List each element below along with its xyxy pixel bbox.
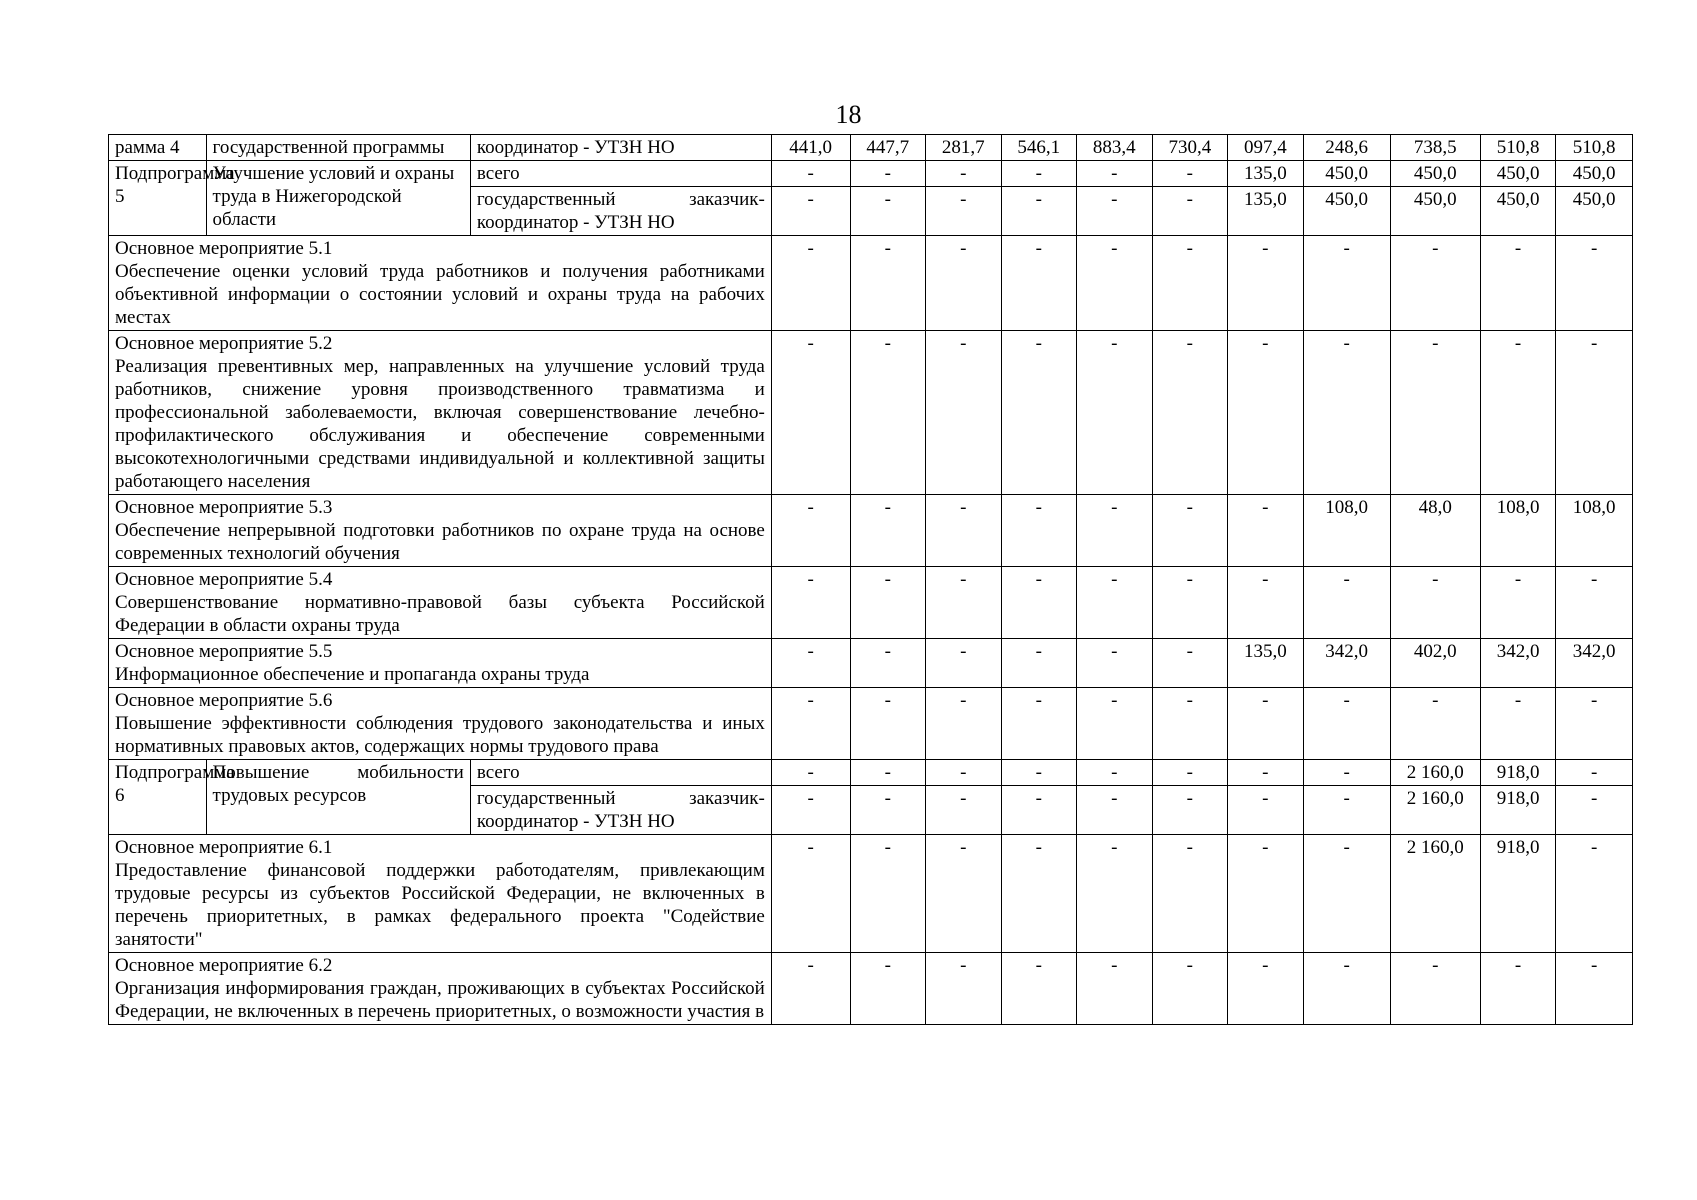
measure-title: Основное мероприятие 5.5 (115, 641, 333, 662)
value-cell: - (926, 236, 1002, 331)
subprogram5-total-row (109, 161, 1633, 187)
value-cell: - (1480, 953, 1556, 1025)
value-cell: - (926, 331, 1002, 495)
value-cell: 447,7 (850, 135, 926, 161)
measure-row (109, 331, 1633, 495)
value-cell: 918,0 (1480, 835, 1556, 953)
value-cell: 402,0 (1390, 639, 1480, 688)
value-cell: - (1480, 331, 1556, 495)
value-cell: - (850, 688, 926, 760)
value-cell: - (1152, 187, 1228, 236)
measure-text: Обеспечение непрерывной подготовки работников по охране труда на основе современных технологий обучения (115, 520, 765, 564)
program-label: рамма 4 (109, 135, 207, 161)
measure-text: Реализация превентивных мер, направленных на улучшение условий труда работников, снижение уровня производственного травматизма и профессиональной заболеваемости, включая совершенствование лечебно-профилактического обслуживания и обеспечение современными высокотехнологичными средствами индивидуальной и коллективной защиты работающего населения (115, 356, 765, 492)
subprogram-label: Подпрограмма 6 (109, 760, 207, 835)
value-cell: - (1480, 567, 1556, 639)
value-cell: - (1001, 688, 1077, 760)
value-cell: - (1001, 495, 1077, 567)
value-cell: - (850, 236, 926, 331)
value-cell: - (1001, 639, 1077, 688)
measure-row (109, 953, 1633, 1025)
value-cell: 450,0 (1556, 187, 1633, 236)
value-cell: - (1152, 236, 1228, 331)
value-cell: - (771, 639, 850, 688)
value-cell: - (926, 639, 1002, 688)
value-cell: - (1001, 760, 1077, 786)
value-cell: - (1303, 331, 1390, 495)
value-cell: - (926, 161, 1002, 187)
value-cell: - (771, 495, 850, 567)
value-cell: - (1077, 236, 1153, 331)
value-cell: - (1303, 760, 1390, 786)
value-cell: 108,0 (1480, 495, 1556, 567)
value-cell: - (771, 187, 850, 236)
value-cell: - (1077, 187, 1153, 236)
value-cell: - (1152, 786, 1228, 835)
value-cell: - (1303, 567, 1390, 639)
value-cell: - (1152, 953, 1228, 1025)
value-cell: - (771, 567, 850, 639)
value-cell: - (926, 953, 1002, 1025)
value-cell: - (850, 567, 926, 639)
value-cell: - (1390, 331, 1480, 495)
value-cell: - (1390, 953, 1480, 1025)
value-cell: - (1303, 236, 1390, 331)
value-cell: 342,0 (1303, 639, 1390, 688)
value-cell: - (926, 688, 1002, 760)
value-cell: - (1152, 161, 1228, 187)
value-cell: - (1228, 953, 1304, 1025)
value-cell: - (1556, 236, 1633, 331)
value-cell: - (1303, 688, 1390, 760)
value-cell: 546,1 (1001, 135, 1077, 161)
value-cell: - (771, 835, 850, 953)
value-cell: - (771, 760, 850, 786)
value-cell: - (1077, 495, 1153, 567)
value-cell: - (1001, 567, 1077, 639)
value-cell: - (1001, 187, 1077, 236)
measure-description (109, 495, 772, 567)
value-cell: - (1303, 786, 1390, 835)
executor-cell: государственный заказчик-координатор - УТЗН НО (470, 187, 771, 236)
executor-cell: всего (470, 161, 771, 187)
value-cell: 135,0 (1228, 639, 1304, 688)
program4-tail-row (109, 135, 1633, 161)
value-cell: - (1303, 835, 1390, 953)
measure-description (109, 236, 772, 331)
measure-row (109, 835, 1633, 953)
value-cell: - (850, 953, 926, 1025)
value-cell: - (926, 835, 1002, 953)
value-cell: 2 160,0 (1390, 760, 1480, 786)
value-cell: - (1152, 760, 1228, 786)
value-cell: 135,0 (1228, 161, 1304, 187)
measure-text: Информационное обеспечение и пропаганда охраны труда (115, 664, 590, 685)
value-cell: - (926, 760, 1002, 786)
subprogram-label: Подпрограмма 5 (109, 161, 207, 236)
value-cell: 450,0 (1556, 161, 1633, 187)
value-cell: - (1152, 331, 1228, 495)
value-cell: - (1556, 567, 1633, 639)
value-cell: 342,0 (1480, 639, 1556, 688)
value-cell: 738,5 (1390, 135, 1480, 161)
value-cell: 450,0 (1390, 187, 1480, 236)
subprogram-name: Улучшение условий и охраны труда в Нижегородской области (206, 161, 470, 236)
value-cell: - (1556, 688, 1633, 760)
value-cell: 441,0 (771, 135, 850, 161)
value-cell: - (771, 161, 850, 187)
value-cell: - (1152, 495, 1228, 567)
value-cell: - (771, 953, 850, 1025)
subprogram6-total-row (109, 760, 1633, 786)
value-cell: - (1556, 786, 1633, 835)
value-cell: - (1152, 688, 1228, 760)
value-cell: - (1228, 567, 1304, 639)
value-cell: 883,4 (1077, 135, 1153, 161)
value-cell: - (1152, 639, 1228, 688)
executor-cell: координатор - УТЗН НО (470, 135, 771, 161)
value-cell: - (1001, 953, 1077, 1025)
measure-title: Основное мероприятие 5.1 (115, 238, 333, 259)
value-cell: - (1228, 236, 1304, 331)
measure-description (109, 953, 772, 1025)
value-cell: 918,0 (1480, 760, 1556, 786)
value-cell: - (1001, 835, 1077, 953)
measure-text: Предоставление финансовой поддержки работодателям, привлекающим трудовые ресурсы из субъектов Российской Федерации, не включенных в перечень приоритетных, в рамках федерального проекта "Содействие занятости" (115, 860, 765, 950)
value-cell: - (850, 835, 926, 953)
measure-title: Основное мероприятие 5.6 (115, 690, 333, 711)
subprogram-name: Повышение мобильности трудовых ресурсов (206, 760, 470, 835)
value-cell: 281,7 (926, 135, 1002, 161)
value-cell: - (850, 495, 926, 567)
value-cell: - (771, 786, 850, 835)
value-cell: 097,4 (1228, 135, 1304, 161)
value-cell: 450,0 (1303, 161, 1390, 187)
value-cell: - (850, 786, 926, 835)
value-cell: - (1077, 786, 1153, 835)
measure-title: Основное мероприятие 5.4 (115, 569, 333, 590)
value-cell: - (1228, 835, 1304, 953)
measure-row (109, 567, 1633, 639)
value-cell: - (850, 760, 926, 786)
measure-title: Основное мероприятие 6.2 (115, 955, 333, 976)
budget-table (108, 134, 1633, 1025)
value-cell: - (1152, 835, 1228, 953)
measure-row (109, 236, 1633, 331)
value-cell: - (1228, 495, 1304, 567)
value-cell: - (1228, 688, 1304, 760)
executor-cell: всего (470, 760, 771, 786)
value-cell: - (1480, 688, 1556, 760)
measure-title: Основное мероприятие 6.1 (115, 837, 333, 858)
value-cell: - (1480, 236, 1556, 331)
measure-text: Организация информирования граждан, проживающих в субъектах Российской Федерации, не включенных в перечень приоритетных, о возможности участия в (115, 978, 765, 1022)
program-name: государственной программы (206, 135, 470, 161)
value-cell: - (1077, 688, 1153, 760)
value-cell: - (1228, 760, 1304, 786)
measure-description (109, 567, 772, 639)
value-cell: 108,0 (1303, 495, 1390, 567)
value-cell: - (1390, 567, 1480, 639)
value-cell: - (1228, 331, 1304, 495)
value-cell: 510,8 (1480, 135, 1556, 161)
value-cell: - (1001, 161, 1077, 187)
value-cell: 342,0 (1556, 639, 1633, 688)
value-cell: 450,0 (1303, 187, 1390, 236)
value-cell: - (1390, 688, 1480, 760)
value-cell: - (1390, 236, 1480, 331)
value-cell: - (1077, 331, 1153, 495)
value-cell: 450,0 (1390, 161, 1480, 187)
value-cell: - (1152, 567, 1228, 639)
value-cell: - (1001, 331, 1077, 495)
measure-title: Основное мероприятие 5.2 (115, 333, 333, 354)
value-cell: - (1001, 236, 1077, 331)
value-cell: 730,4 (1152, 135, 1228, 161)
value-cell: - (1077, 567, 1153, 639)
measure-title: Основное мероприятие 5.3 (115, 497, 333, 518)
value-cell: - (850, 187, 926, 236)
value-cell: - (1077, 161, 1153, 187)
value-cell: 2 160,0 (1390, 786, 1480, 835)
value-cell: 2 160,0 (1390, 835, 1480, 953)
measure-row (109, 495, 1633, 567)
measure-description (109, 835, 772, 953)
value-cell: - (850, 161, 926, 187)
value-cell: - (926, 786, 1002, 835)
value-cell: 450,0 (1480, 161, 1556, 187)
value-cell: - (1556, 835, 1633, 953)
value-cell: - (1228, 786, 1304, 835)
value-cell: - (1001, 786, 1077, 835)
value-cell: - (1556, 953, 1633, 1025)
value-cell: - (926, 495, 1002, 567)
value-cell: 135,0 (1228, 187, 1304, 236)
value-cell: - (1077, 639, 1153, 688)
executor-cell: государственный заказчик-координатор - УТЗН НО (470, 786, 771, 835)
measure-text: Повышение эффективности соблюдения трудового законодательства и иных нормативных правовых актов, содержащих нормы трудового права (115, 713, 765, 757)
value-cell: - (850, 639, 926, 688)
value-cell: - (926, 567, 1002, 639)
value-cell: 918,0 (1480, 786, 1556, 835)
measure-row (109, 688, 1633, 760)
value-cell: 108,0 (1556, 495, 1633, 567)
value-cell: - (1303, 953, 1390, 1025)
measure-text: Обеспечение оценки условий труда работников и получения работниками объективной информации о состоянии условий и охраны труда на рабочих местах (115, 261, 765, 328)
value-cell: 248,6 (1303, 135, 1390, 161)
value-cell: - (926, 187, 1002, 236)
value-cell: - (1077, 953, 1153, 1025)
value-cell: - (771, 688, 850, 760)
measure-description (109, 639, 772, 688)
value-cell: - (850, 331, 926, 495)
value-cell: 510,8 (1556, 135, 1633, 161)
measure-row (109, 639, 1633, 688)
measure-text: Совершенствование нормативно-правовой базы субъекта Российской Федерации в области охраны труда (115, 592, 765, 636)
value-cell: - (771, 236, 850, 331)
page-number: 18 (835, 100, 862, 129)
measure-description (109, 331, 772, 495)
value-cell: 48,0 (1390, 495, 1480, 567)
value-cell: 450,0 (1480, 187, 1556, 236)
value-cell: - (1556, 760, 1633, 786)
measure-description (109, 688, 772, 760)
value-cell: - (1077, 760, 1153, 786)
value-cell: - (1077, 835, 1153, 953)
value-cell: - (771, 331, 850, 495)
value-cell: - (1556, 331, 1633, 495)
